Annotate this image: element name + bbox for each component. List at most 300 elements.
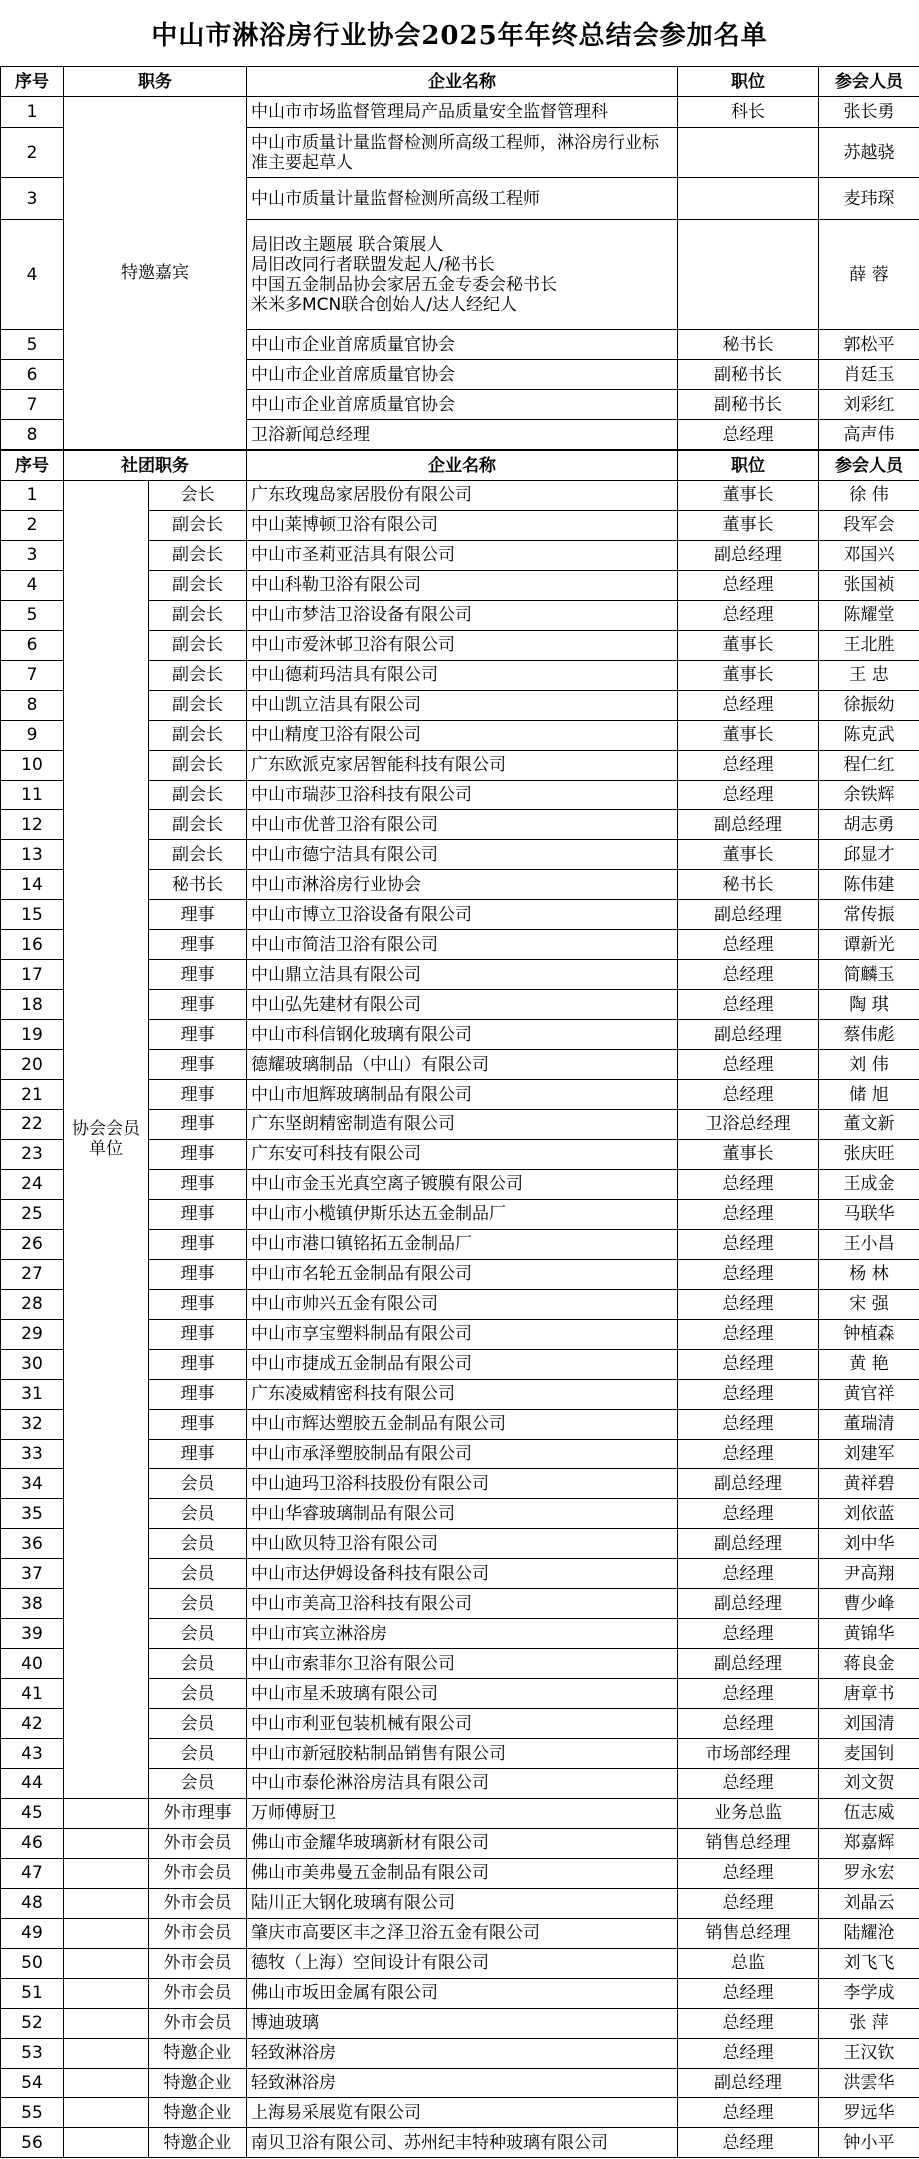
row-number: 31 xyxy=(1,1379,64,1409)
row-number: 5 xyxy=(1,330,64,360)
empty-group-cell xyxy=(64,1798,149,1828)
position: 董事长 xyxy=(678,720,819,750)
row-number: 30 xyxy=(1,1349,64,1379)
society-role: 副会长 xyxy=(149,720,247,750)
member-group-label: 协会会员单位 xyxy=(64,481,149,1799)
member-row xyxy=(1,1918,919,1948)
member-row xyxy=(1,1888,919,1918)
society-role: 会员 xyxy=(149,1768,247,1798)
row-number: 19 xyxy=(1,1020,64,1050)
society-role: 外市会员 xyxy=(149,1918,247,1948)
attendee-name: 徐 伟 xyxy=(819,481,919,511)
company-name: 中山鼎立洁具有限公司 xyxy=(247,960,678,990)
position xyxy=(678,220,819,330)
position: 总经理 xyxy=(678,1768,819,1798)
company-name: 中山市德宁洁具有限公司 xyxy=(247,840,678,870)
company-name xyxy=(247,220,678,330)
attendee-name: 马联华 xyxy=(819,1199,919,1229)
society-role: 理事 xyxy=(149,1289,247,1319)
company-name: 陆川正大钢化玻璃有限公司 xyxy=(247,1888,678,1918)
attendee-name: 陶 琪 xyxy=(819,990,919,1020)
society-role: 理事 xyxy=(149,1229,247,1259)
society-role: 副会长 xyxy=(149,810,247,840)
attendee-name: 蔡伟彪 xyxy=(819,1020,919,1050)
society-role: 理事 xyxy=(149,1319,247,1349)
position: 副总经理 xyxy=(678,1529,819,1559)
company-name: 上海易采展览有限公司 xyxy=(247,2098,678,2128)
row-number: 42 xyxy=(1,1709,64,1739)
attendee-name: 常传振 xyxy=(819,900,919,930)
row-number: 27 xyxy=(1,1259,64,1289)
attendee-name: 董文新 xyxy=(819,1110,919,1140)
member-row xyxy=(1,1948,919,1978)
attendee-name: 张庆旺 xyxy=(819,1139,919,1169)
row-number: 37 xyxy=(1,1559,64,1589)
society-role: 会员 xyxy=(149,1739,247,1769)
row-number: 43 xyxy=(1,1739,64,1769)
company-name: 中山市索菲尔卫浴有限公司 xyxy=(247,1649,678,1679)
member-row xyxy=(1,2128,919,2158)
society-role: 外市会员 xyxy=(149,1948,247,1978)
attendee-name: 王北胜 xyxy=(819,630,919,660)
attendee-name: 刘飞飞 xyxy=(819,1948,919,1978)
attendee-name: 王小昌 xyxy=(819,1229,919,1259)
society-role: 副会长 xyxy=(149,540,247,570)
position: 科长 xyxy=(678,97,819,128)
company-name: 中山市辉达塑胶五金制品有限公司 xyxy=(247,1409,678,1439)
row-number: 44 xyxy=(1,1768,64,1798)
position: 总经理 xyxy=(678,2008,819,2038)
company-name: 轻致淋浴房 xyxy=(247,2068,678,2098)
company-name: 广东安可科技有限公司 xyxy=(247,1139,678,1169)
row-number: 1 xyxy=(1,481,64,511)
company-name: 中山市企业首席质量官协会 xyxy=(247,330,678,360)
position: 总经理 xyxy=(678,1319,819,1349)
attendee-name: 黄 艳 xyxy=(819,1349,919,1379)
company-name: 中山市优普卫浴有限公司 xyxy=(247,810,678,840)
row-number: 16 xyxy=(1,930,64,960)
row-number: 3 xyxy=(1,178,64,220)
society-role: 会员 xyxy=(149,1559,247,1589)
empty-group-cell xyxy=(64,2128,149,2158)
attendee-name: 董瑞清 xyxy=(819,1409,919,1439)
attendee-name: 张国祯 xyxy=(819,570,919,600)
empty-group-cell xyxy=(64,1888,149,1918)
row-number: 13 xyxy=(1,840,64,870)
member-row xyxy=(1,2068,919,2098)
attendee-name: 邓国兴 xyxy=(819,540,919,570)
position: 总经理 xyxy=(678,1199,819,1229)
row-number: 17 xyxy=(1,960,64,990)
company-line: 米米多MCN联合创始人/达人经纪人 xyxy=(251,294,517,315)
empty-group-cell xyxy=(64,1978,149,2008)
position: 总经理 xyxy=(678,2038,819,2068)
company-name: 中山欧贝特卫浴有限公司 xyxy=(247,1529,678,1559)
page-title: 中山市淋浴房行业协会2025年年终总结会参加名单 xyxy=(151,20,768,51)
position: 总经理 xyxy=(678,1169,819,1199)
company-name: 中山市利亚包装机械有限公司 xyxy=(247,1709,678,1739)
attendee-name: 薛 蓉 xyxy=(819,220,919,330)
attendee-name: 段军会 xyxy=(819,510,919,540)
company-name: 中山市宾立淋浴房 xyxy=(247,1619,678,1649)
company-name: 中山市圣莉亚洁具有限公司 xyxy=(247,540,678,570)
position: 秘书长 xyxy=(678,330,819,360)
row-number: 46 xyxy=(1,1828,64,1858)
row-number: 24 xyxy=(1,1169,64,1199)
attendee-name: 刘依蓝 xyxy=(819,1499,919,1529)
row-number: 29 xyxy=(1,1319,64,1349)
row-number: 5 xyxy=(1,600,64,630)
row-number: 56 xyxy=(1,2128,64,2158)
row-number: 4 xyxy=(1,220,64,330)
row-number: 15 xyxy=(1,900,64,930)
member-row xyxy=(1,2008,919,2038)
attendee-name: 钟植森 xyxy=(819,1319,919,1349)
society-role: 理事 xyxy=(149,960,247,990)
row-number: 11 xyxy=(1,780,64,810)
member-row xyxy=(1,1978,919,2008)
society-role: 理事 xyxy=(149,930,247,960)
member-row xyxy=(1,1858,919,1888)
position: 总经理 xyxy=(678,1439,819,1469)
row-number: 2 xyxy=(1,510,64,540)
company-name: 肇庆市高要区丰之泽卫浴五金有限公司 xyxy=(247,1918,678,1948)
empty-group-cell xyxy=(64,2068,149,2098)
company-name: 广东玫瑰岛家居股份有限公司 xyxy=(247,481,678,511)
row-number: 25 xyxy=(1,1199,64,1229)
attendee-name: 余铁辉 xyxy=(819,780,919,810)
position: 董事长 xyxy=(678,1139,819,1169)
company-name: 佛山市坂田金属有限公司 xyxy=(247,1978,678,2008)
row-number: 2 xyxy=(1,128,64,178)
society-role: 会员 xyxy=(149,1529,247,1559)
position: 总经理 xyxy=(678,930,819,960)
society-role: 特邀企业 xyxy=(149,2038,247,2068)
row-number: 7 xyxy=(1,660,64,690)
row-number: 53 xyxy=(1,2038,64,2068)
society-role: 理事 xyxy=(149,1409,247,1439)
attendee-name: 刘建军 xyxy=(819,1439,919,1469)
row-number: 33 xyxy=(1,1439,64,1469)
position: 副总经理 xyxy=(678,900,819,930)
society-role: 外市理事 xyxy=(149,1798,247,1828)
position: 总经理 xyxy=(678,960,819,990)
society-role: 副会长 xyxy=(149,660,247,690)
society-role: 理事 xyxy=(149,1439,247,1469)
society-role: 特邀企业 xyxy=(149,2098,247,2128)
society-role: 副会长 xyxy=(149,750,247,780)
company-name: 中山弘先建材有限公司 xyxy=(247,990,678,1020)
member-row xyxy=(1,481,919,511)
attendee-name: 徐振幼 xyxy=(819,690,919,720)
society-role: 副会长 xyxy=(149,780,247,810)
company-name: 中山精度卫浴有限公司 xyxy=(247,720,678,750)
company-name: 中山科勒卫浴有限公司 xyxy=(247,570,678,600)
company-name: 南贝卫浴有限公司、苏州纪丰特种玻璃有限公司 xyxy=(247,2128,678,2158)
row-number: 38 xyxy=(1,1589,64,1619)
position: 副总经理 xyxy=(678,540,819,570)
position: 副总经理 xyxy=(678,2068,819,2098)
header-role: 社团职务 xyxy=(64,451,247,481)
row-number: 14 xyxy=(1,870,64,900)
company-name: 中山市捷成五金制品有限公司 xyxy=(247,1349,678,1379)
position: 董事长 xyxy=(678,481,819,511)
company-line: 局旧改主题展 联合策展人 xyxy=(251,234,444,255)
company-name: 中山市科信钢化玻璃有限公司 xyxy=(247,1020,678,1050)
position: 总经理 xyxy=(678,990,819,1020)
company-name: 德耀玻璃制品（中山）有限公司 xyxy=(247,1050,678,1080)
attendee-name: 黄祥碧 xyxy=(819,1469,919,1499)
row-number: 48 xyxy=(1,1888,64,1918)
company-name: 中山迪玛卫浴科技股份有限公司 xyxy=(247,1469,678,1499)
company-name: 中山市港口镇铭拓五金制品厂 xyxy=(247,1229,678,1259)
position: 总经理 xyxy=(678,2098,819,2128)
company-name: 广东坚朗精密制造有限公司 xyxy=(247,1110,678,1140)
position: 总经理 xyxy=(678,1888,819,1918)
row-number: 21 xyxy=(1,1080,64,1110)
position: 董事长 xyxy=(678,840,819,870)
company-name: 中山市承泽塑胶制品有限公司 xyxy=(247,1439,678,1469)
empty-group-cell xyxy=(64,1948,149,1978)
position: 总经理 xyxy=(678,1289,819,1319)
row-number: 1 xyxy=(1,97,64,128)
header-company: 企业名称 xyxy=(247,67,678,97)
society-role: 会员 xyxy=(149,1709,247,1739)
row-number: 47 xyxy=(1,1858,64,1888)
society-role: 理事 xyxy=(149,900,247,930)
member-row xyxy=(1,2038,919,2068)
empty-group-cell xyxy=(64,1918,149,1948)
company-name: 中山华睿玻璃制品有限公司 xyxy=(247,1499,678,1529)
position: 董事长 xyxy=(678,510,819,540)
attendee-name: 陈伟建 xyxy=(819,870,919,900)
attendee-name: 宋 强 xyxy=(819,1289,919,1319)
row-number: 41 xyxy=(1,1679,64,1709)
empty-group-cell xyxy=(64,1828,149,1858)
position: 总监 xyxy=(678,1948,819,1978)
company-name: 中山市新冠胶粘制品销售有限公司 xyxy=(247,1739,678,1769)
row-number: 23 xyxy=(1,1139,64,1169)
position: 总经理 xyxy=(678,1709,819,1739)
company-name: 中山德莉玛洁具有限公司 xyxy=(247,660,678,690)
company-name: 中山市达伊姆设备科技有限公司 xyxy=(247,1559,678,1589)
society-role: 会员 xyxy=(149,1499,247,1529)
society-role: 副会长 xyxy=(149,690,247,720)
row-number: 49 xyxy=(1,1918,64,1948)
society-role: 副会长 xyxy=(149,600,247,630)
header-position: 职位 xyxy=(678,67,819,97)
member-row xyxy=(1,1798,919,1828)
company-name: 中山市瑞莎卫浴科技有限公司 xyxy=(247,780,678,810)
position: 总经理 xyxy=(678,1050,819,1080)
position: 总经理 xyxy=(678,1259,819,1289)
position: 销售总经理 xyxy=(678,1918,819,1948)
attendee-name: 肖廷玉 xyxy=(819,360,919,390)
row-number: 6 xyxy=(1,630,64,660)
attendee-name: 谭新光 xyxy=(819,930,919,960)
attendee-name: 伍志威 xyxy=(819,1798,919,1828)
company-name: 广东欧派克家居智能科技有限公司 xyxy=(247,750,678,780)
row-number: 35 xyxy=(1,1499,64,1529)
society-role: 秘书长 xyxy=(149,870,247,900)
attendee-name: 尹高翔 xyxy=(819,1559,919,1589)
company-name: 中山市市场监督管理局产品质量安全监督管理科 xyxy=(247,97,678,128)
company-name: 中山市星禾玻璃有限公司 xyxy=(247,1679,678,1709)
attendee-name: 张 萍 xyxy=(819,2008,919,2038)
empty-group-cell xyxy=(64,2008,149,2038)
row-number: 50 xyxy=(1,1948,64,1978)
position: 业务总监 xyxy=(678,1798,819,1828)
row-number: 39 xyxy=(1,1619,64,1649)
attendee-name: 李学成 xyxy=(819,1978,919,2008)
attendee-name: 张长勇 xyxy=(819,97,919,128)
member-row xyxy=(1,1828,919,1858)
guest-group-label: 特邀嘉宾 xyxy=(64,97,247,450)
society-role: 理事 xyxy=(149,1020,247,1050)
society-role: 副会长 xyxy=(149,840,247,870)
position: 副总经理 xyxy=(678,1589,819,1619)
company-name: 中山莱博顿卫浴有限公司 xyxy=(247,510,678,540)
position xyxy=(678,128,819,178)
society-role: 理事 xyxy=(149,1349,247,1379)
company-name: 中山市淋浴房行业协会 xyxy=(247,870,678,900)
society-role: 会员 xyxy=(149,1589,247,1619)
attendee-name: 王成金 xyxy=(819,1169,919,1199)
position: 董事长 xyxy=(678,660,819,690)
company-line: 中国五金制品协会家居五金专委会秘书长 xyxy=(251,274,557,295)
society-role: 会员 xyxy=(149,1469,247,1499)
row-number: 22 xyxy=(1,1110,64,1140)
society-role: 副会长 xyxy=(149,630,247,660)
row-number: 28 xyxy=(1,1289,64,1319)
row-number: 40 xyxy=(1,1649,64,1679)
society-role: 外市会员 xyxy=(149,1858,247,1888)
position: 总经理 xyxy=(678,1080,819,1110)
attendee-name: 洪雲华 xyxy=(819,2068,919,2098)
row-number: 7 xyxy=(1,390,64,420)
company-name: 中山市享宝塑料制品有限公司 xyxy=(247,1319,678,1349)
attendee-name: 罗永宏 xyxy=(819,1858,919,1888)
society-role: 外市会员 xyxy=(149,1978,247,2008)
company-name: 中山市帅兴五金有限公司 xyxy=(247,1289,678,1319)
company-line: 局旧改同行者联盟发起人/秘书长 xyxy=(251,254,495,275)
position: 总经理 xyxy=(678,1409,819,1439)
member-table xyxy=(0,450,919,2158)
position: 秘书长 xyxy=(678,870,819,900)
company-name: 中山市企业首席质量官协会 xyxy=(247,390,678,420)
company-name: 中山市质量计量监督检测所高级工程师，淋浴房行业标准主要起草人 xyxy=(247,128,678,178)
row-number: 32 xyxy=(1,1409,64,1439)
header-company: 企业名称 xyxy=(247,451,678,481)
row-number: 10 xyxy=(1,750,64,780)
position: 市场部经理 xyxy=(678,1739,819,1769)
row-number: 55 xyxy=(1,2098,64,2128)
header-role: 职务 xyxy=(64,67,247,97)
society-role: 理事 xyxy=(149,1080,247,1110)
attendee-name: 刘文贺 xyxy=(819,1768,919,1798)
position: 副秘书长 xyxy=(678,390,819,420)
position: 副秘书长 xyxy=(678,360,819,390)
society-role: 副会长 xyxy=(149,510,247,540)
guest-row xyxy=(1,97,919,128)
position xyxy=(678,178,819,220)
position: 总经理 xyxy=(678,1978,819,2008)
company-name: 万师傅厨卫 xyxy=(247,1798,678,1828)
position: 总经理 xyxy=(678,1858,819,1888)
attendee-name: 刘彩红 xyxy=(819,390,919,420)
society-role: 外市会员 xyxy=(149,1828,247,1858)
attendee-name: 刘国清 xyxy=(819,1709,919,1739)
company-name: 中山市简洁卫浴有限公司 xyxy=(247,930,678,960)
row-number: 3 xyxy=(1,540,64,570)
guest-rows xyxy=(1,97,919,450)
header-no: 序号 xyxy=(1,451,64,481)
company-name: 中山市美高卫浴科技有限公司 xyxy=(247,1589,678,1619)
attendee-name: 麦玮琛 xyxy=(819,178,919,220)
guest-header-row xyxy=(1,67,919,97)
society-role: 会员 xyxy=(149,1619,247,1649)
attendee-name: 黄锦华 xyxy=(819,1619,919,1649)
company-name: 中山市泰伦淋浴房洁具有限公司 xyxy=(247,1768,678,1798)
attendee-name: 王汉钦 xyxy=(819,2038,919,2068)
row-number: 20 xyxy=(1,1050,64,1080)
attendee-name: 黄官祥 xyxy=(819,1379,919,1409)
company-name: 中山市小榄镇伊斯乐达五金制品厂 xyxy=(247,1199,678,1229)
company-name: 中山市旭辉玻璃制品有限公司 xyxy=(247,1080,678,1110)
member-rows xyxy=(1,481,919,2158)
header-position: 职位 xyxy=(678,451,819,481)
attendee-name: 唐章书 xyxy=(819,1679,919,1709)
attendee-name: 曹少峰 xyxy=(819,1589,919,1619)
row-number: 51 xyxy=(1,1978,64,2008)
company-name: 中山市名轮五金制品有限公司 xyxy=(247,1259,678,1289)
attendee-name: 蒋良金 xyxy=(819,1649,919,1679)
attendee-name: 杨 林 xyxy=(819,1259,919,1289)
attendee-name: 钟小平 xyxy=(819,2128,919,2158)
company-name: 佛山市金耀华玻璃新材有限公司 xyxy=(247,1828,678,1858)
society-role: 特邀企业 xyxy=(149,2068,247,2098)
company-name: 博迪玻璃 xyxy=(247,2008,678,2038)
company-name: 中山市金玉光真空离子镀膜有限公司 xyxy=(247,1169,678,1199)
society-role: 理事 xyxy=(149,990,247,1020)
society-role: 会员 xyxy=(149,1679,247,1709)
company-name: 卫浴新闻总经理 xyxy=(247,420,678,450)
society-role: 理事 xyxy=(149,1199,247,1229)
position: 总经理 xyxy=(678,1679,819,1709)
attendee-name: 胡志勇 xyxy=(819,810,919,840)
member-header-row xyxy=(1,451,919,481)
row-number: 36 xyxy=(1,1529,64,1559)
society-role: 外市会员 xyxy=(149,2008,247,2038)
position: 总经理 xyxy=(678,780,819,810)
position: 卫浴总经理 xyxy=(678,1110,819,1140)
position: 总经理 xyxy=(678,1349,819,1379)
attendee-name: 刘 伟 xyxy=(819,1050,919,1080)
position: 副总经理 xyxy=(678,810,819,840)
position: 总经理 xyxy=(678,2128,819,2158)
empty-group-cell xyxy=(64,2038,149,2068)
position: 销售总经理 xyxy=(678,1828,819,1858)
society-role: 理事 xyxy=(149,1259,247,1289)
position: 总经理 xyxy=(678,600,819,630)
attendee-name: 苏越骁 xyxy=(819,128,919,178)
society-role: 理事 xyxy=(149,1110,247,1140)
company-name: 中山市梦洁卫浴设备有限公司 xyxy=(247,600,678,630)
company-name: 佛山市美弗曼五金制品有限公司 xyxy=(247,1858,678,1888)
society-role: 会员 xyxy=(149,1649,247,1679)
member-row xyxy=(1,2098,919,2128)
attendee-name: 麦国钊 xyxy=(819,1739,919,1769)
